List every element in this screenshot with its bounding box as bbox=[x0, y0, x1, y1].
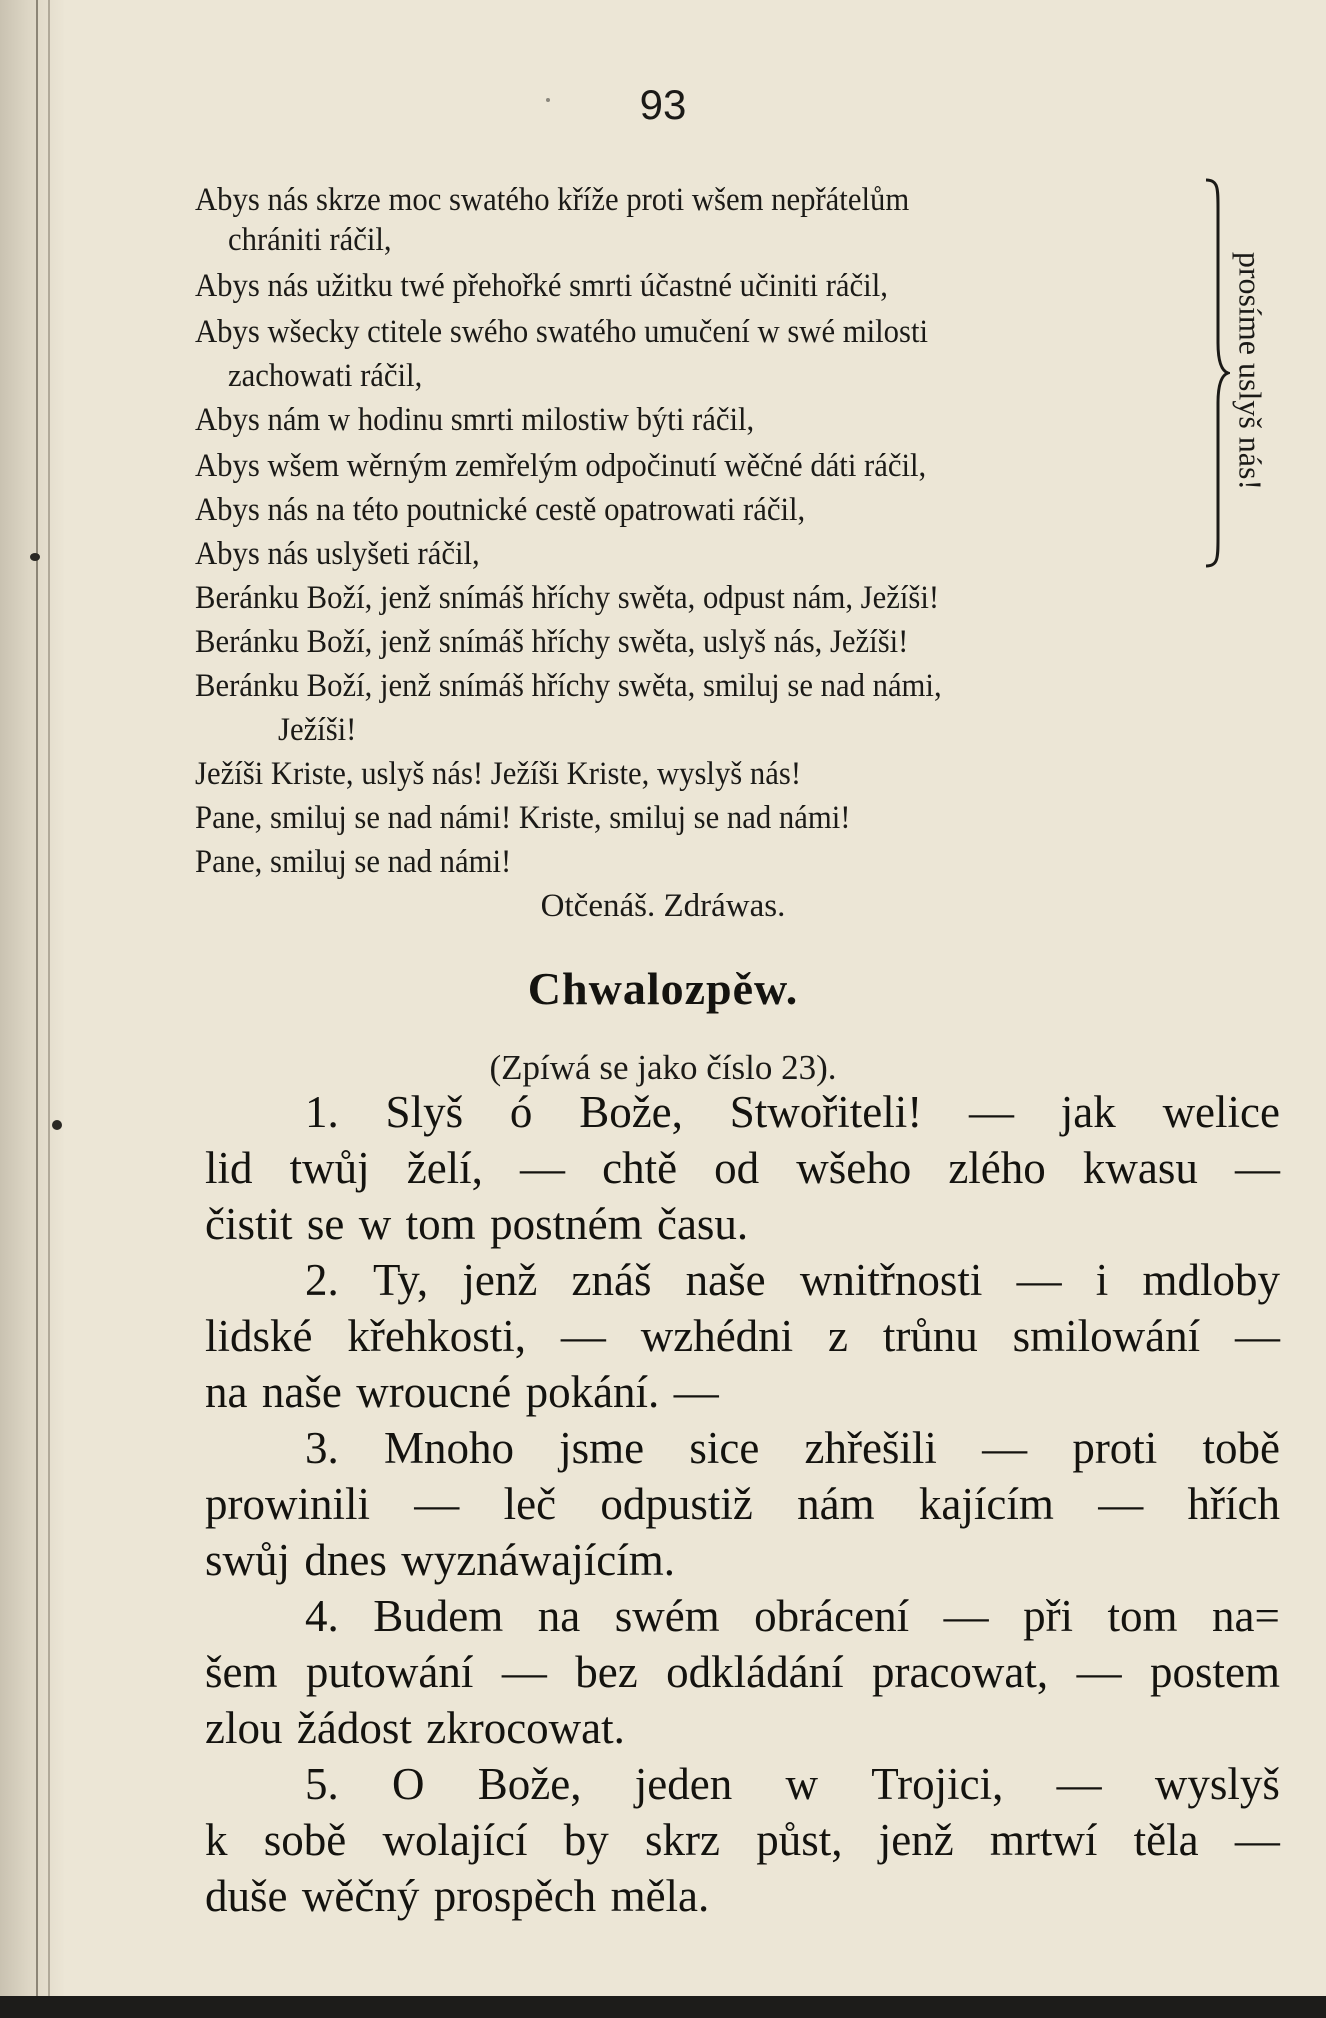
hymn-line: duše wěčný prospěch měla. bbox=[205, 1871, 710, 1921]
litany-line: Abys wšem wěrným zemřelým odpočinutí wěčné dáti ráčil, bbox=[195, 448, 927, 484]
litany-line: Beránku Boží, jenž snímáš hříchy swěta, uslyš nás, Ježíši! bbox=[195, 624, 909, 660]
hymn-line: šem putowání — bez odkládání pracowat, — postem bbox=[205, 1647, 1280, 1697]
hymn-line: swůj dnes wyznáwajícím. bbox=[205, 1535, 675, 1585]
litany-line: Beránku Boží, jenž snímáš hříchy swěta, smiluj se nad námi, bbox=[195, 668, 942, 704]
page-bottom-edge bbox=[0, 1996, 1326, 2018]
litany-line: Abys wšecky ctitele swého swatého umučení w swé milosti bbox=[195, 314, 929, 350]
hymn-line: 5. O Bože, jeden w Trojici, — wyslyš bbox=[305, 1759, 1280, 1809]
litany-line: Pane, smiluj se nad námi! Kriste, smiluj se nad námi! bbox=[195, 800, 851, 836]
hymn-line: 3. Mnoho jsme sice zhřešili — proti tobě bbox=[305, 1423, 1280, 1473]
paper-speck bbox=[52, 1120, 62, 1130]
hymn-line: 2. Ty, jenž znáš naše wnitřnosti — i mdloby bbox=[305, 1255, 1280, 1305]
litany-line: Beránku Boží, jenž snímáš hříchy swěta, odpust nám, Ježíši! bbox=[195, 580, 940, 616]
litany-line: Abys nás na této poutnické cestě opatrowati ráčil, bbox=[195, 492, 806, 528]
hymn-line: na naše wroucné pokání. — bbox=[205, 1367, 719, 1417]
litany-closing-prayers: Otčenáš. Zdráwas. bbox=[540, 888, 786, 924]
litany-line: Ježíši! bbox=[278, 712, 357, 748]
hymn-line: k sobě wolající by skrz půst, jenž mrtwí těla — bbox=[205, 1815, 1280, 1865]
hymn-line: čistit se w tom postném času. bbox=[205, 1199, 749, 1249]
hymn-title: Chwalozpěw. bbox=[527, 963, 799, 1014]
hymn-line: lid twůj želí, — chtě od wšeho zlého kwasu — bbox=[205, 1143, 1280, 1193]
litany-line: Abys nás uslyšeti ráčil, bbox=[195, 536, 480, 572]
hymn-line: zlou žádost zkrocowat. bbox=[205, 1703, 625, 1753]
hymn-line: lidské křehkosti, — wzhédni z trůnu smilowání — bbox=[205, 1311, 1280, 1361]
litany-line: Pane, smiluj se nad námi! bbox=[195, 844, 512, 880]
curly-brace bbox=[1202, 178, 1230, 568]
litany-line: Abys nás užitku twé přehořké smrti účastné učiniti ráčil, bbox=[195, 268, 888, 304]
litany-line: Ježíši Kriste, uslyš nás! Ježíši Kriste, wyslyš nás! bbox=[195, 756, 802, 792]
litany-line: chrániti ráčil, bbox=[228, 222, 392, 258]
hymn-line: 4. Budem na swém obrácení — při tom na= bbox=[305, 1591, 1280, 1641]
litany-response-text: prosíme uslyš nás! bbox=[1232, 251, 1269, 491]
hymn-tune-note: (Zpíwá se jako číslo 23). bbox=[489, 1048, 837, 1087]
litany-line: Abys nás skrze moc swatého kříže proti wšem nepřátelům bbox=[195, 182, 910, 218]
paper-speck bbox=[30, 553, 40, 561]
hymn-line: prowinili — leč odpustiž nám kajícím — hřích bbox=[205, 1479, 1280, 1529]
page-number: 93 bbox=[639, 81, 687, 128]
litany-line: zachowati ráčil, bbox=[228, 358, 423, 394]
litany-response bbox=[1230, 176, 1270, 566]
litany-line: Abys nám w hodinu smrti milostiw býti ráčil, bbox=[195, 402, 755, 438]
hymn-line: 1. Slyš ó Bože, Stwořiteli! — jak welice bbox=[305, 1087, 1280, 1137]
